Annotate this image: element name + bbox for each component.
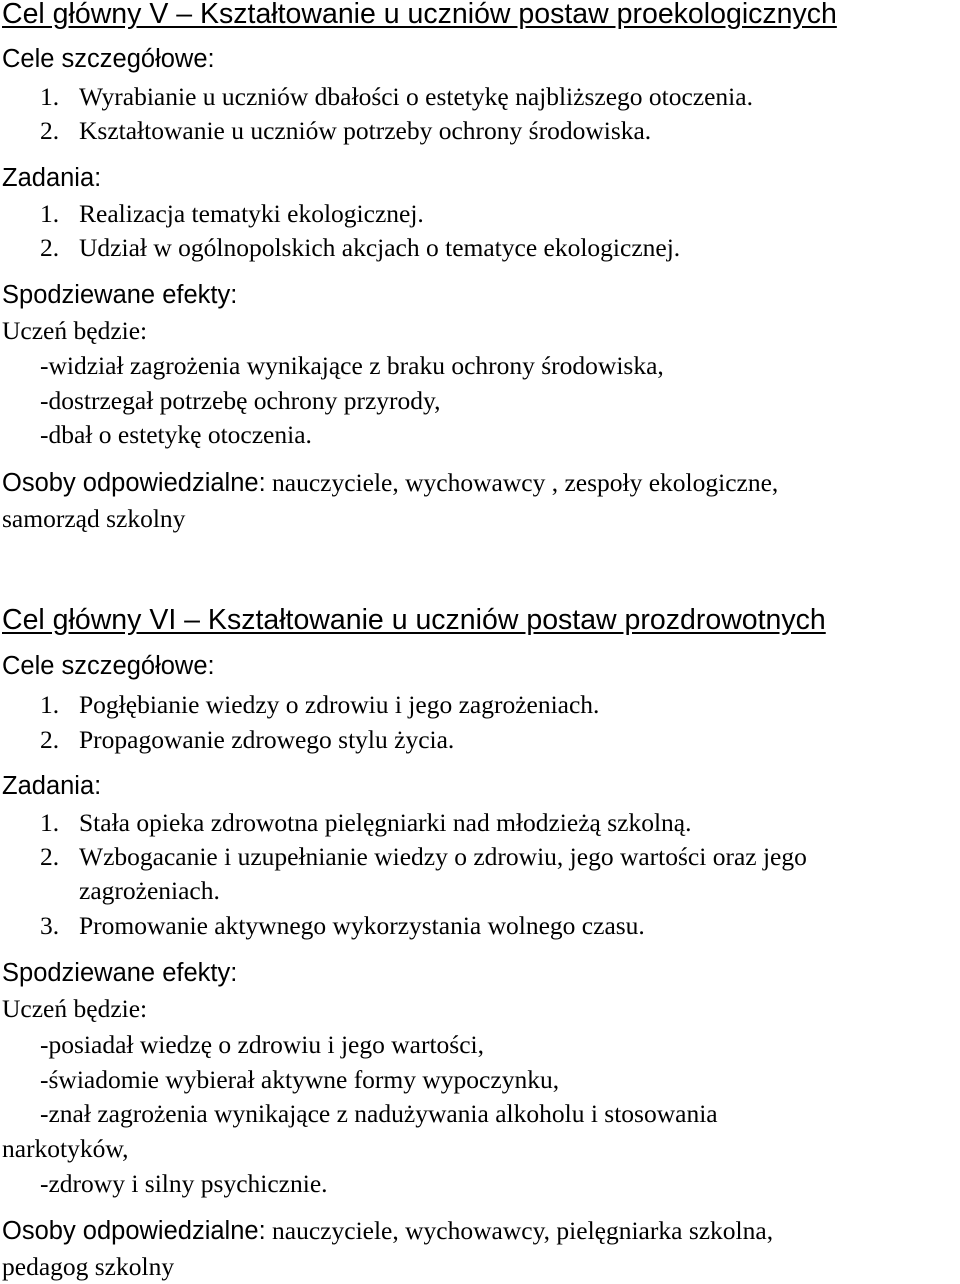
list-text: Wzbogacanie i uzupełnianie wiedzy o zdrowiu, jego wartości oraz jego [79,842,807,871]
list-number: 2. [40,842,60,871]
list-text: Pogłębianie wiedzy o zdrowiu i jego zagrożeniach. [79,690,600,719]
list-number: 1. [40,690,60,719]
responsible-text: nauczyciele, wychowawcy, pielęgniarka szkolna, [272,1216,774,1245]
responsible-label: Osoby odpowiedzialne: [2,469,266,497]
section-6-effects-label: Spodziewane efekty: [2,959,238,987]
list-text: Kształtowanie u uczniów potrzeby ochrony środowiska. [79,116,652,145]
section-5-responsible-cont: samorząd szkolny [2,504,186,533]
section-5-goals-label: Cele szczegółowe: [2,45,215,73]
section-5-goal-2 [40,118,651,144]
responsible-text: nauczyciele, wychowawcy , zespoły ekologiczne, [272,468,779,497]
section-5-effects-label: Spodziewane efekty: [2,281,238,309]
section-6-responsible [2,1218,773,1245]
section-6-student-label: Uczeń będzie: [2,994,148,1023]
list-number: 2. [40,116,60,145]
section-5-effect-3: -dbał o estetykę otoczenia. [40,420,312,449]
section-6-task-3 [40,913,645,939]
section-5-task-1 [40,201,424,227]
section-6-responsible-cont: pedagog szkolny [2,1252,175,1281]
section-6-effect-3-cont: narkotyków, [2,1134,129,1163]
list-number: 2. [40,233,60,262]
list-text: Realizacja tematyki ekologicznej. [79,199,424,228]
list-number: 1. [40,808,60,837]
section-6-task-1 [40,810,692,836]
section-6-heading: Cel główny VI – Kształtowanie u uczniów postaw prozdrowotnych [2,604,826,636]
section-6-goal-1 [40,692,599,718]
section-6-effect-2: -świadomie wybierał aktywne formy wypoczynku, [40,1065,560,1094]
list-text: zagrożeniach. [79,876,220,905]
list-number: 3. [40,911,60,940]
section-6-task-2 [40,844,807,870]
section-6-effect-3: -znał zagrożenia wynikające z nadużywania alkoholu i stosowania [40,1099,718,1128]
responsible-label: Osoby odpowiedzialne: [2,1217,266,1245]
section-5-heading: Cel główny V – Kształtowanie u uczniów postaw proekologicznych [2,0,837,30]
section-6-effect-1: -posiadał wiedzę o zdrowiu i jego wartości, [40,1030,484,1059]
section-5-goal-1 [40,84,753,110]
section-5-effect-2: -dostrzegał potrzebę ochrony przyrody, [40,386,441,415]
section-6-goal-2 [40,727,454,753]
section-6-tasks-label: Zadania: [2,772,102,800]
list-number: 2. [40,725,60,754]
section-5-student-label: Uczeń będzie: [2,316,148,345]
list-number: 1. [40,199,60,228]
list-text: Promowanie aktywnego wykorzystania wolnego czasu. [79,911,645,940]
section-6-effect-4: -zdrowy i silny psychicznie. [40,1169,328,1198]
section-5-responsible [2,470,778,497]
list-text: Stała opieka zdrowotna pielęgniarki nad młodzieżą szkolną. [79,808,692,837]
section-5-tasks-label: Zadania: [2,164,102,192]
list-number: 1. [40,82,60,111]
list-text: Wyrabianie u uczniów dbałości o estetykę najbliższego otoczenia. [79,82,753,111]
section-5-task-2 [40,235,680,261]
section-6-task-2-cont [40,878,220,904]
list-text: Udział w ogólnopolskich akcjach o tematyce ekologicznej. [79,233,681,262]
list-text: Propagowanie zdrowego stylu życia. [79,725,455,754]
section-5-effect-1: -widział zagrożenia wynikające z braku ochrony środowiska, [40,351,664,380]
section-6-goals-label: Cele szczegółowe: [2,652,215,680]
